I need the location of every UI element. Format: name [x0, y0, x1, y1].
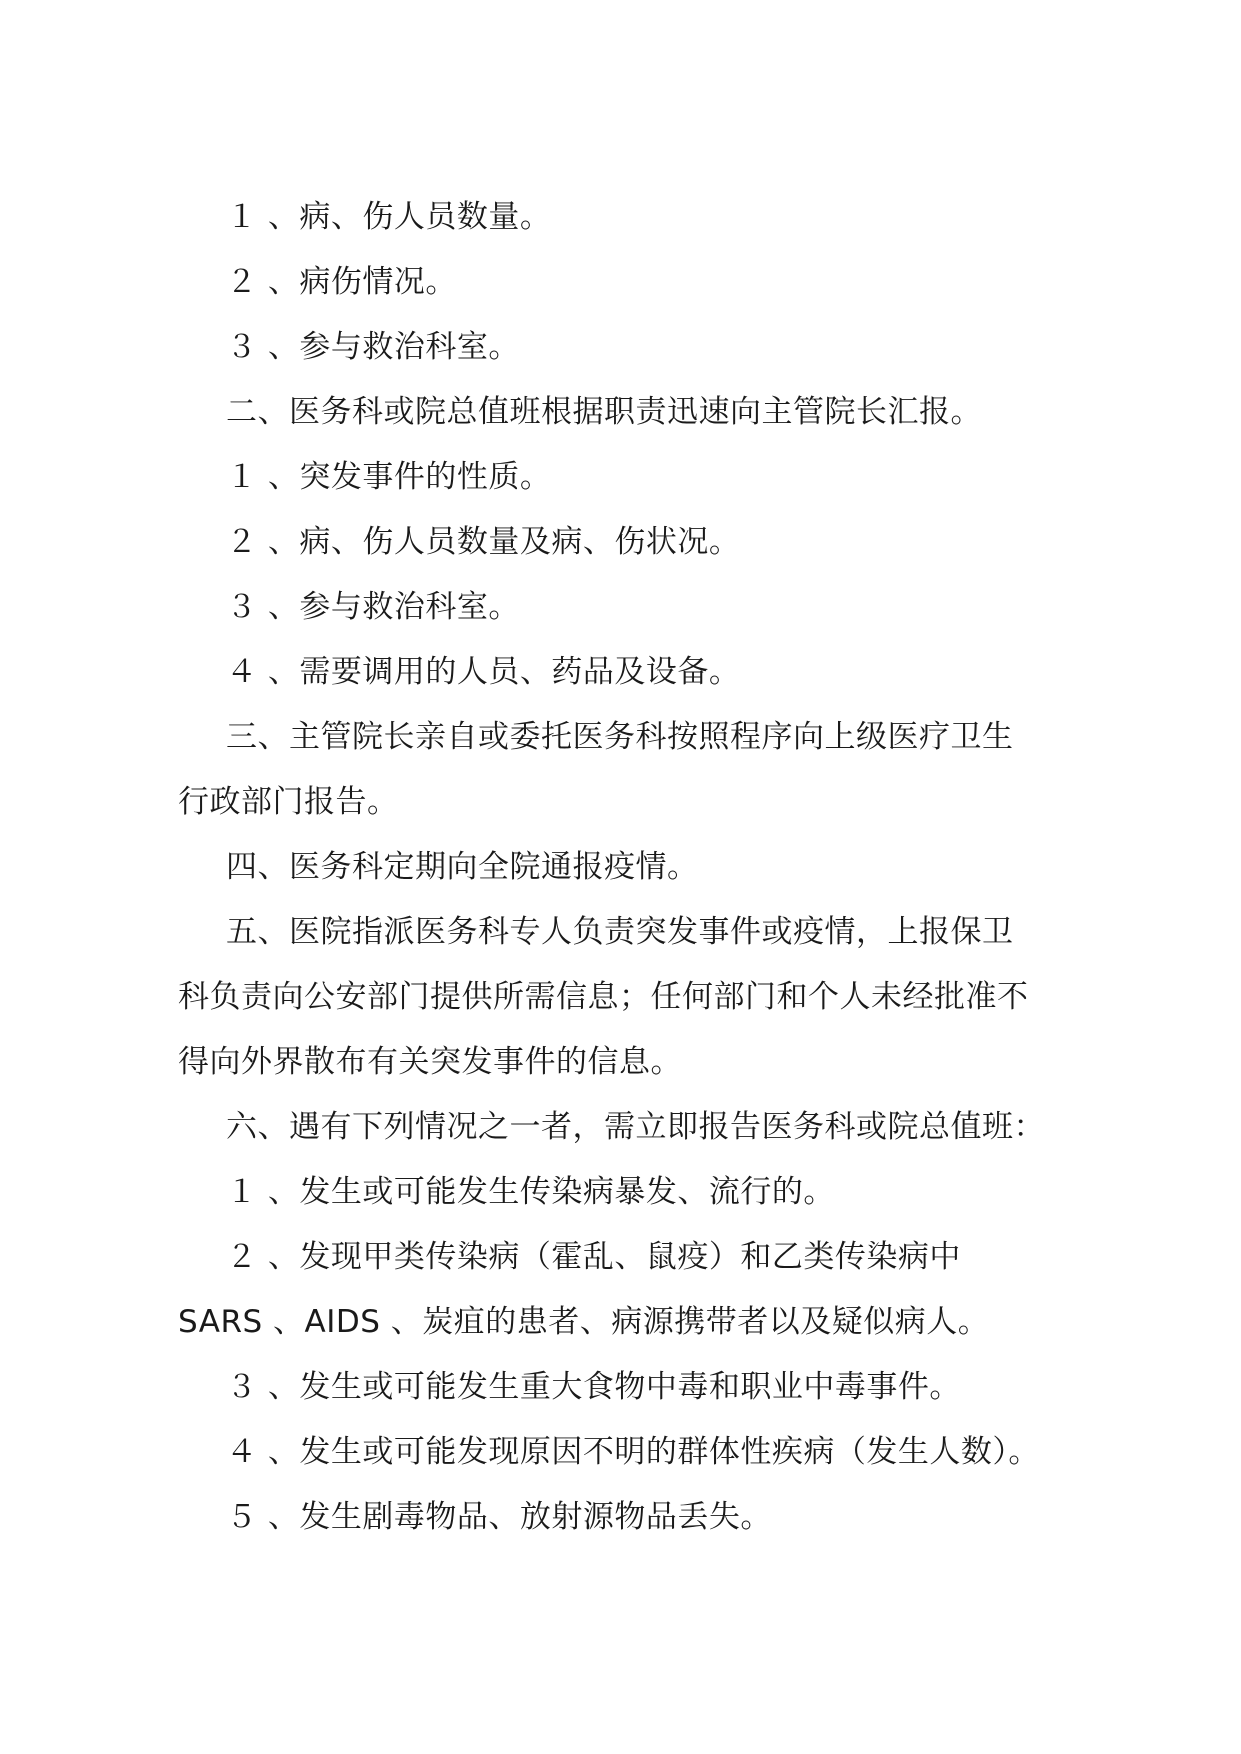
paragraph-line: １ 、发生或可能发生传染病暴发、流行的。 [226, 1174, 835, 1210]
paragraph-line: ５ 、发生剧毒物品、放射源物品丢失。 [226, 1499, 772, 1535]
paragraph-line: １ 、病、伤人员数量。 [226, 199, 552, 235]
paragraph-line: ３ 、参与救治科室。 [226, 589, 520, 625]
paragraph-line: ４ 、需要调用的人员、药品及设备。 [226, 654, 741, 690]
document-body [178, 185, 1078, 1550]
paragraph-line: 得向外界散布有关突发事件的信息。 [178, 1044, 682, 1080]
paragraph-line: ４ 、发生或可能发现原因不明的群体性疾病（发生人数）。 [226, 1434, 1040, 1470]
paragraph-line: 行政部门报告。 [178, 784, 399, 820]
paragraph-line: SARS 、AIDS 、炭疽的患者、病源携带者以及疑似病人。 [178, 1304, 990, 1340]
paragraph-line: ２ 、病、伤人员数量及病、伤状况。 [226, 524, 741, 560]
paragraph-line: 四、医务科定期向全院通报疫情。 [226, 849, 699, 885]
paragraph-line: 六、遇有下列情况之一者，需立即报告医务科或院总值班： [226, 1109, 1045, 1145]
paragraph-line: 五、医院指派医务科专人负责突发事件或疫情，上报保卫 [226, 914, 1014, 950]
paragraph-line: ２ 、发现甲类传染病（霍乱、鼠疫）和乙类传染病中 [226, 1239, 961, 1275]
paragraph-line: １ 、突发事件的性质。 [226, 459, 552, 495]
paragraph-line: 二、医务科或院总值班根据职责迅速向主管院长汇报。 [226, 394, 982, 430]
paragraph-line: 三、主管院长亲自或委托医务科按照程序向上级医疗卫生 [226, 719, 1014, 755]
paragraph-line: ３ 、发生或可能发生重大食物中毒和职业中毒事件。 [226, 1369, 961, 1405]
paragraph-line: 科负责向公安部门提供所需信息；任何部门和个人未经批准不 [178, 979, 1029, 1015]
paragraph-line: ２ 、病伤情况。 [226, 264, 457, 300]
paragraph-line: ３ 、参与救治科室。 [226, 329, 520, 365]
